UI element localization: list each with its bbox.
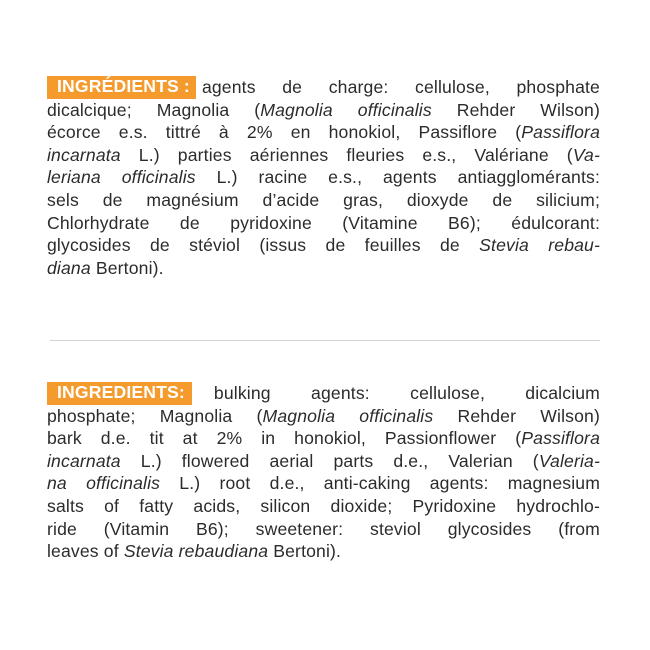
latin-name: na officinalis: [47, 473, 161, 494]
ingredients-fr-line: [47, 257, 600, 280]
ingredients-en-text: L.) flowered aerial parts d.e., Valerian (: [120, 450, 539, 471]
ingredients-fr-line: [47, 212, 600, 235]
latin-name: incarnata: [47, 450, 121, 471]
latin-name: Stevia rebaudiana: [123, 541, 269, 562]
section-divider: [50, 340, 600, 341]
ingredients-en-text: salts of fatty acids, silicon dioxide; Pyridoxine hydrochlo-: [47, 495, 600, 516]
ingredients-fr-text: Chlorhydrate de pyridoxine (Vitamine B6); édulcorant:: [47, 212, 600, 233]
ingredients-en-line: [47, 518, 600, 541]
ingredients-fr-text: Bertoni).: [90, 257, 164, 278]
ingredients-en-line: [47, 427, 600, 450]
ingredients-fr-line: [47, 121, 600, 144]
ingredients-en-text: bulking agents: cellulose, dicalcium: [213, 383, 600, 403]
ingredients-en-line: [47, 495, 600, 518]
latin-name: diana: [47, 257, 91, 278]
ingredients-en-text: ride (Vitamin B6); sweetener: steviol glycosides (from: [47, 518, 600, 539]
latin-name: Magnolia officinalis: [262, 405, 434, 426]
ingredients-fr-text: L.) parties aériennes fleuries e.s., Valériane (: [120, 144, 573, 165]
ingredients-fr-text: glycosides de stéviol (issus de feuilles de: [47, 235, 480, 256]
latin-name: Stevia rebau-: [479, 235, 601, 256]
latin-name: Passiflora: [521, 122, 600, 143]
ingredients-en-text: Rehder Wilson): [433, 405, 600, 426]
ingredients-fr-label: INGRÉDIENTS :: [47, 76, 196, 99]
ingredients-fr-line: [47, 76, 600, 99]
ingredients-en-line: [47, 540, 600, 563]
ingredients-en-text: bark d.e. tit at 2% in honokiol, Passionflower (: [47, 428, 522, 449]
latin-name: Magnolia officinalis: [260, 99, 432, 120]
latin-name: Va-: [572, 144, 600, 165]
latin-name: Valeria-: [538, 450, 600, 471]
ingredients-en-line: [47, 382, 600, 405]
ingredients-en-text: leaves of: [47, 541, 124, 562]
ingredients-en-text: L.) root d.e., anti-caking agents: magnesium: [160, 473, 600, 494]
ingredients-fr-line: [47, 234, 600, 257]
ingredients-en-line: [47, 405, 600, 428]
ingredients-en-text: phosphate; Magnolia (: [47, 405, 263, 426]
ingredients-fr-section: [47, 76, 600, 279]
ingredients-en-line: [47, 472, 600, 495]
latin-name: incarnata: [47, 144, 121, 165]
ingredients-fr-text: sels de magnésium d’acide gras, dioxyde de silicium;: [47, 189, 600, 210]
ingredients-fr-text: écorce e.s. tittré à 2% en honokiol, Passiflore (: [47, 122, 522, 143]
ingredients-fr-text: L.) racine e.s., agents antiagglomérants:: [195, 167, 600, 188]
ingredients-fr-line: [47, 99, 600, 122]
ingredients-fr-text: agents de charge: cellulose, phosphate: [201, 77, 600, 97]
ingredients-en-line: [47, 450, 600, 473]
ingredients-fr-text: dicalcique; Magnolia (: [47, 99, 261, 120]
latin-name: leriana officinalis: [47, 167, 196, 188]
ingredients-fr-text: Rehder Wilson): [431, 99, 600, 120]
ingredients-en-section: [47, 382, 600, 563]
ingredients-fr-line: [47, 189, 600, 212]
ingredients-fr-line: [47, 166, 600, 189]
latin-name: Passiflora: [521, 428, 600, 449]
ingredients-fr-line: [47, 144, 600, 167]
ingredients-en-text: Bertoni).: [268, 541, 342, 562]
ingredients-en-label: INGREDIENTS:: [47, 382, 192, 405]
